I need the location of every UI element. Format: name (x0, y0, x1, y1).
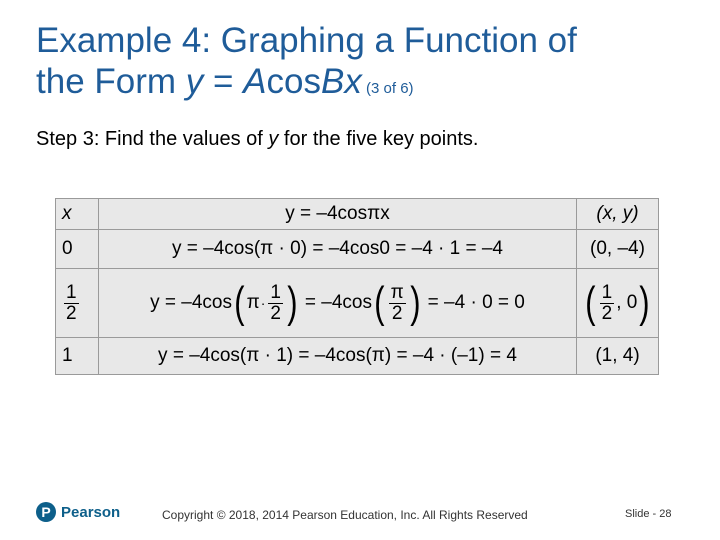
step-var: y (268, 128, 279, 150)
title-y: y (185, 62, 204, 101)
row1-point: (0, –4) (576, 230, 658, 269)
row2-x (56, 269, 99, 338)
table-row (56, 230, 659, 269)
row2-x-num: 1 (66, 281, 77, 303)
row2-pt-den: 2 (601, 302, 613, 324)
row2-x-fraction (64, 283, 79, 324)
row2-eq-c: = –4 · 0 = 0 (422, 292, 525, 314)
title-part: (3 of 6) (361, 80, 414, 97)
row2-eq-a: y = –4cos (150, 292, 232, 314)
slide-title (36, 20, 696, 109)
row1-equation: y = –4cos(π · 0) = –4cos0 = –4 · 1 = –4 (99, 230, 577, 269)
header-x: x (56, 199, 99, 230)
slide-number: Slide - 28 (625, 508, 672, 520)
row1-x: 0 (56, 230, 99, 269)
header-equation: y = –4cosπx (99, 199, 577, 230)
row3-point: (1, 4) (576, 338, 658, 375)
row2-pt-y: , 0 (616, 292, 638, 314)
title-Bx: Bx (320, 62, 362, 101)
title-A: A (243, 62, 267, 101)
table-row (56, 338, 659, 375)
row2-pi: π (246, 292, 260, 314)
title-prefix: the Form (36, 62, 186, 101)
step-prefix: Step 3: Find the values of (36, 128, 269, 150)
row2-pt-num: 1 (601, 281, 613, 303)
pearson-logo-icon: P (36, 502, 56, 522)
title-line-1: Example 4: Graphing a Function of (36, 21, 577, 60)
row2-equation: y = –4cos( π· $\frac{1}{2}$ ) = –4cos( $\frac{\pi}{2}$ ) = –4 · 0 = 0 (99, 269, 577, 338)
row2-f1-den: 2 (270, 302, 281, 324)
row2-eq-b: = –4cos (299, 292, 372, 314)
title-line-2 (36, 61, 696, 109)
row2-point: ( $\frac{1}{2}$ , 0) (576, 269, 658, 338)
title-cos: cos (266, 62, 321, 101)
key-points-table (55, 198, 659, 375)
row2-fraction-2 (389, 283, 406, 324)
row2-f2-den: 2 (391, 302, 403, 324)
row3-equation: y = –4cos(π · 1) = –4cos(π) = –4 · (–1) = 4 (99, 338, 577, 375)
table-header-row (56, 199, 659, 230)
header-point: (x, y) (576, 199, 658, 230)
pearson-logo-text: Pearson (61, 503, 121, 521)
row2-pt-fraction (600, 283, 615, 324)
pearson-logo (36, 502, 120, 522)
row2-f1-num: 1 (270, 281, 281, 303)
row3-x: 1 (56, 338, 99, 375)
table-row (56, 269, 659, 338)
copyright-text: Copyright © 2018, 2014 Pearson Education, Inc. All Rights Reserved (162, 508, 528, 522)
row2-x-den: 2 (66, 302, 77, 324)
step-suffix: for the five key points. (278, 128, 479, 150)
title-eq: = (203, 62, 244, 101)
step-heading (36, 128, 478, 151)
row2-fraction-1 (268, 283, 283, 324)
row2-f2-num: π (390, 281, 404, 303)
